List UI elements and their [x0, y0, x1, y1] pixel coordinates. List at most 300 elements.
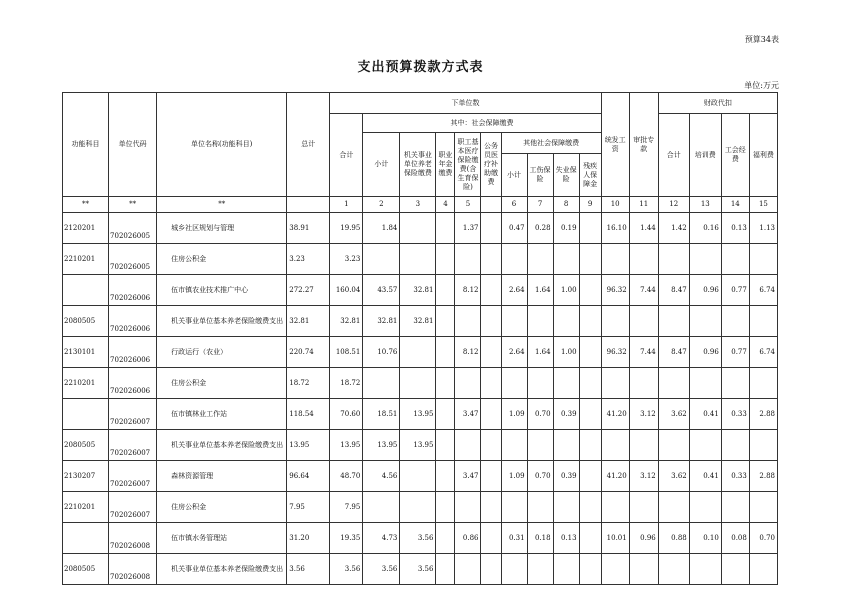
unit-code-cell: 702026007: [109, 492, 157, 523]
value-cell: 2.88: [749, 399, 777, 430]
value-cell: [579, 306, 601, 337]
index-cell: 7: [527, 197, 553, 213]
header-unemployment: 失业保险: [553, 154, 579, 197]
value-cell: [455, 492, 481, 523]
value-cell: [436, 368, 455, 399]
header-unit-name: 单位名称(功能科目): [157, 93, 287, 197]
value-cell: [658, 430, 689, 461]
table-row: [63, 461, 778, 492]
total-cell: 18.72: [287, 368, 330, 399]
func-subject-cell: 2210201: [63, 244, 109, 275]
value-cell: 96.32: [601, 337, 629, 368]
index-row: [63, 197, 778, 213]
value-cell: [436, 337, 455, 368]
value-cell: 0.33: [721, 461, 749, 492]
value-cell: 18.72: [330, 368, 363, 399]
value-cell: [601, 492, 629, 523]
value-cell: [436, 461, 455, 492]
total-cell: 96.64: [287, 461, 330, 492]
header-civil-med: 公务员医疗补助缴费: [481, 133, 501, 197]
table-row: [63, 554, 778, 585]
unit-code-cell: 702026008: [109, 523, 157, 554]
value-cell: 3.12: [629, 461, 658, 492]
value-cell: [436, 430, 455, 461]
value-cell: [629, 306, 658, 337]
index-cell: 6: [501, 197, 527, 213]
index-cell: [287, 197, 330, 213]
header-welfare: 福利费: [749, 114, 777, 197]
value-cell: [749, 368, 777, 399]
value-cell: 0.31: [501, 523, 527, 554]
value-cell: 0.77: [721, 275, 749, 306]
value-cell: 3.56: [363, 554, 400, 585]
unit-name-cell: 森林资源管理: [157, 461, 287, 492]
value-cell: 1.09: [501, 399, 527, 430]
value-cell: [689, 244, 721, 275]
unit-code-cell: 702026006: [109, 337, 157, 368]
value-cell: 43.57: [363, 275, 400, 306]
header-approval: 审批专款: [629, 93, 658, 197]
value-cell: [579, 492, 601, 523]
value-cell: 3.47: [455, 399, 481, 430]
index-cell: [481, 197, 501, 213]
value-cell: 13.95: [330, 430, 363, 461]
value-cell: [721, 368, 749, 399]
value-cell: 3.56: [400, 523, 436, 554]
value-cell: 1.37: [455, 213, 481, 244]
unit-name-cell: 伍市镇水务管理站: [157, 523, 287, 554]
value-cell: [481, 213, 501, 244]
table-row: [63, 337, 778, 368]
value-cell: [527, 430, 553, 461]
value-cell: [721, 492, 749, 523]
value-cell: 0.08: [721, 523, 749, 554]
header-training: 培训费: [689, 114, 721, 197]
index-cell: 5: [455, 197, 481, 213]
value-cell: [579, 554, 601, 585]
value-cell: [436, 554, 455, 585]
value-cell: [501, 368, 527, 399]
header-other-ss: 其他社会保障缴费: [501, 133, 601, 154]
table-row: [63, 368, 778, 399]
value-cell: 32.81: [400, 306, 436, 337]
index-cell: 15: [749, 197, 777, 213]
index-cell: 12: [658, 197, 689, 213]
table-row: [63, 244, 778, 275]
value-cell: 19.95: [330, 213, 363, 244]
value-cell: 7.95: [330, 492, 363, 523]
total-cell: 13.95: [287, 430, 330, 461]
total-cell: 220.74: [287, 337, 330, 368]
value-cell: [601, 430, 629, 461]
value-cell: 4.56: [363, 461, 400, 492]
value-cell: [481, 244, 501, 275]
value-cell: [455, 306, 481, 337]
unit-code-cell: 702026007: [109, 461, 157, 492]
value-cell: 41.20: [601, 399, 629, 430]
value-cell: 7.44: [629, 337, 658, 368]
header-disability: 残疾人保障金: [579, 154, 601, 197]
value-cell: [721, 244, 749, 275]
value-cell: [501, 244, 527, 275]
value-cell: 0.13: [553, 523, 579, 554]
index-cell: 8: [553, 197, 579, 213]
value-cell: [721, 306, 749, 337]
value-cell: [400, 461, 436, 492]
value-cell: 1.09: [501, 461, 527, 492]
total-cell: 3.23: [287, 244, 330, 275]
table-row: [63, 399, 778, 430]
unit-code-cell: 702026006: [109, 306, 157, 337]
value-cell: 8.47: [658, 275, 689, 306]
unit-code-cell: 702026005: [109, 213, 157, 244]
header-pension: 机关事业单位养老保险缴费: [400, 133, 436, 197]
table-row: [63, 213, 778, 244]
value-cell: 0.13: [721, 213, 749, 244]
table-row: [63, 430, 778, 461]
value-cell: 70.60: [330, 399, 363, 430]
unit-code-cell: 702026005: [109, 244, 157, 275]
func-subject-cell: 2210201: [63, 368, 109, 399]
value-cell: 19.35: [330, 523, 363, 554]
value-cell: [721, 554, 749, 585]
func-subject-cell: [63, 399, 109, 430]
header-fiscal: 财政代扣: [658, 93, 777, 114]
value-cell: 10.76: [363, 337, 400, 368]
value-cell: [527, 368, 553, 399]
value-cell: [658, 306, 689, 337]
header-total: 总计: [287, 93, 330, 197]
header-subtotal: 合计: [330, 114, 363, 197]
header-other-xiaoji: 小计: [501, 154, 527, 197]
value-cell: [363, 244, 400, 275]
value-cell: [749, 244, 777, 275]
func-subject-cell: 2120201: [63, 213, 109, 244]
unit-name-cell: 机关事业单位基本养老保险缴费支出: [157, 554, 287, 585]
value-cell: 3.23: [330, 244, 363, 275]
value-cell: 0.77: [721, 337, 749, 368]
value-cell: 0.70: [527, 461, 553, 492]
value-cell: 13.95: [363, 430, 400, 461]
value-cell: [400, 213, 436, 244]
value-cell: [553, 306, 579, 337]
table-row: [63, 306, 778, 337]
value-cell: 0.70: [749, 523, 777, 554]
func-subject-cell: 2210201: [63, 492, 109, 523]
value-cell: 6.74: [749, 337, 777, 368]
value-cell: [658, 244, 689, 275]
value-cell: [658, 492, 689, 523]
value-cell: [501, 554, 527, 585]
unit-label: 单位:万元: [744, 81, 779, 90]
index-cell: **: [63, 197, 109, 213]
header-lower-unit: 下单位数: [330, 93, 601, 114]
budget-table: [62, 92, 778, 585]
func-subject-cell: 2130207: [63, 461, 109, 492]
value-cell: [601, 368, 629, 399]
value-cell: 0.10: [689, 523, 721, 554]
value-cell: 2.64: [501, 337, 527, 368]
value-cell: [481, 275, 501, 306]
value-cell: 8.12: [455, 275, 481, 306]
header-unit-code: 单位代码: [109, 93, 157, 197]
func-subject-cell: 2080505: [63, 306, 109, 337]
index-cell: 13: [689, 197, 721, 213]
value-cell: [400, 492, 436, 523]
value-cell: [400, 368, 436, 399]
value-cell: 18.51: [363, 399, 400, 430]
value-cell: 0.88: [658, 523, 689, 554]
index-cell: 4: [436, 197, 455, 213]
unit-code-cell: 702026008: [109, 554, 157, 585]
value-cell: [658, 554, 689, 585]
value-cell: 3.62: [658, 461, 689, 492]
value-cell: 0.41: [689, 461, 721, 492]
value-cell: [436, 399, 455, 430]
value-cell: [579, 213, 601, 244]
value-cell: [601, 554, 629, 585]
value-cell: [689, 554, 721, 585]
value-cell: 0.19: [553, 213, 579, 244]
value-cell: [579, 523, 601, 554]
value-cell: 1.64: [527, 275, 553, 306]
value-cell: 108.51: [330, 337, 363, 368]
value-cell: [721, 430, 749, 461]
value-cell: [501, 306, 527, 337]
value-cell: [629, 554, 658, 585]
value-cell: [689, 492, 721, 523]
value-cell: [689, 430, 721, 461]
value-cell: [749, 554, 777, 585]
value-cell: [481, 492, 501, 523]
value-cell: [527, 492, 553, 523]
index-cell: 1: [330, 197, 363, 213]
value-cell: [501, 492, 527, 523]
value-cell: [481, 306, 501, 337]
unit-code-cell: 702026006: [109, 275, 157, 306]
header-annuity: 职业年金缴费: [436, 133, 455, 197]
header-injury: 工伤保险: [527, 154, 553, 197]
value-cell: [363, 492, 400, 523]
value-cell: 8.47: [658, 337, 689, 368]
table-number-label: 预算34表: [744, 35, 779, 44]
value-cell: 0.16: [689, 213, 721, 244]
header-union: 工会经费: [721, 114, 749, 197]
value-cell: 4.73: [363, 523, 400, 554]
value-cell: 1.64: [527, 337, 553, 368]
value-cell: [629, 430, 658, 461]
index-cell: **: [157, 197, 287, 213]
value-cell: 3.56: [330, 554, 363, 585]
value-cell: [553, 492, 579, 523]
value-cell: [436, 492, 455, 523]
value-cell: 0.86: [455, 523, 481, 554]
value-cell: [629, 492, 658, 523]
value-cell: [363, 368, 400, 399]
value-cell: [579, 275, 601, 306]
unit-code-cell: 702026006: [109, 368, 157, 399]
page-title: 支出预算拨款方式表: [357, 60, 484, 75]
value-cell: 0.96: [689, 337, 721, 368]
value-cell: [658, 368, 689, 399]
value-cell: [455, 368, 481, 399]
table-row: [63, 492, 778, 523]
header-xiaoji: 小计: [363, 133, 400, 197]
func-subject-cell: [63, 275, 109, 306]
value-cell: [481, 430, 501, 461]
value-cell: [481, 399, 501, 430]
value-cell: [400, 244, 436, 275]
value-cell: 0.18: [527, 523, 553, 554]
total-cell: 7.95: [287, 492, 330, 523]
value-cell: [553, 244, 579, 275]
value-cell: [481, 554, 501, 585]
value-cell: [455, 554, 481, 585]
unit-code-cell: 702026007: [109, 399, 157, 430]
unit-name-cell: 住房公积金: [157, 244, 287, 275]
total-cell: 3.56: [287, 554, 330, 585]
header-medical: 职工基本医疗保险缴费(含生育保险): [455, 133, 481, 197]
value-cell: 0.39: [553, 399, 579, 430]
value-cell: 1.84: [363, 213, 400, 244]
value-cell: 96.32: [601, 275, 629, 306]
value-cell: [455, 244, 481, 275]
value-cell: [553, 368, 579, 399]
value-cell: [436, 213, 455, 244]
value-cell: 0.70: [527, 399, 553, 430]
value-cell: 1.00: [553, 275, 579, 306]
table-row: [63, 523, 778, 554]
unit-name-cell: 行政运行（农业）: [157, 337, 287, 368]
value-cell: [553, 430, 579, 461]
value-cell: [501, 430, 527, 461]
value-cell: [481, 368, 501, 399]
func-subject-cell: 2080505: [63, 554, 109, 585]
value-cell: 10.01: [601, 523, 629, 554]
unit-name-cell: 城乡社区规划与管理: [157, 213, 287, 244]
value-cell: [527, 306, 553, 337]
value-cell: [527, 244, 553, 275]
unit-name-cell: 机关事业单位基本养老保险缴费支出: [157, 306, 287, 337]
value-cell: [527, 554, 553, 585]
value-cell: 1.13: [749, 213, 777, 244]
value-cell: [629, 368, 658, 399]
value-cell: 32.81: [363, 306, 400, 337]
value-cell: [629, 244, 658, 275]
value-cell: 1.00: [553, 337, 579, 368]
value-cell: 3.47: [455, 461, 481, 492]
value-cell: 3.12: [629, 399, 658, 430]
value-cell: [579, 244, 601, 275]
value-cell: [436, 244, 455, 275]
index-cell: 10: [601, 197, 629, 213]
total-cell: 38.91: [287, 213, 330, 244]
value-cell: 2.88: [749, 461, 777, 492]
header-social-security: 其中：社会保障缴费: [363, 114, 601, 133]
value-cell: [749, 492, 777, 523]
unit-name-cell: 伍市镇林业工作站: [157, 399, 287, 430]
value-cell: 32.81: [330, 306, 363, 337]
value-cell: 0.41: [689, 399, 721, 430]
value-cell: 3.62: [658, 399, 689, 430]
value-cell: [749, 306, 777, 337]
value-cell: 0.33: [721, 399, 749, 430]
value-cell: [601, 306, 629, 337]
value-cell: [579, 368, 601, 399]
func-subject-cell: [63, 523, 109, 554]
value-cell: [579, 461, 601, 492]
index-cell: 14: [721, 197, 749, 213]
index-cell: **: [109, 197, 157, 213]
value-cell: 41.20: [601, 461, 629, 492]
value-cell: 0.96: [689, 275, 721, 306]
value-cell: [436, 306, 455, 337]
value-cell: [436, 275, 455, 306]
value-cell: [436, 523, 455, 554]
index-cell: 3: [400, 197, 436, 213]
total-cell: 31.20: [287, 523, 330, 554]
header-fiscal-total: 合计: [658, 114, 689, 197]
func-subject-cell: 2130101: [63, 337, 109, 368]
value-cell: [579, 430, 601, 461]
value-cell: 1.42: [658, 213, 689, 244]
value-cell: 6.74: [749, 275, 777, 306]
unit-name-cell: 住房公积金: [157, 368, 287, 399]
value-cell: [749, 430, 777, 461]
table-row: [63, 275, 778, 306]
value-cell: 0.47: [501, 213, 527, 244]
value-cell: 2.64: [501, 275, 527, 306]
index-cell: 2: [363, 197, 400, 213]
total-cell: 118.54: [287, 399, 330, 430]
value-cell: 0.39: [553, 461, 579, 492]
unit-name-cell: 住房公积金: [157, 492, 287, 523]
value-cell: [400, 337, 436, 368]
index-cell: 11: [629, 197, 658, 213]
value-cell: [553, 554, 579, 585]
value-cell: 7.44: [629, 275, 658, 306]
value-cell: 48.70: [330, 461, 363, 492]
value-cell: [689, 306, 721, 337]
func-subject-cell: 2080505: [63, 430, 109, 461]
total-cell: 32.81: [287, 306, 330, 337]
total-cell: 272.27: [287, 275, 330, 306]
value-cell: [481, 337, 501, 368]
value-cell: [579, 399, 601, 430]
value-cell: 3.56: [400, 554, 436, 585]
value-cell: 0.28: [527, 213, 553, 244]
value-cell: [689, 368, 721, 399]
value-cell: 1.44: [629, 213, 658, 244]
value-cell: 32.81: [400, 275, 436, 306]
value-cell: 0.96: [629, 523, 658, 554]
value-cell: 8.12: [455, 337, 481, 368]
unit-name-cell: 机关事业单位基本养老保险缴费支出: [157, 430, 287, 461]
value-cell: [601, 244, 629, 275]
value-cell: 13.95: [400, 399, 436, 430]
index-cell: 9: [579, 197, 601, 213]
value-cell: [455, 430, 481, 461]
header-wage: 统发工资: [601, 93, 629, 197]
value-cell: [481, 523, 501, 554]
unit-name-cell: 伍市镇农业技术推广中心: [157, 275, 287, 306]
value-cell: [481, 461, 501, 492]
unit-code-cell: 702026007: [109, 430, 157, 461]
value-cell: 160.04: [330, 275, 363, 306]
value-cell: 13.95: [400, 430, 436, 461]
value-cell: 16.10: [601, 213, 629, 244]
header-func-subject: 功能科目: [63, 93, 109, 197]
